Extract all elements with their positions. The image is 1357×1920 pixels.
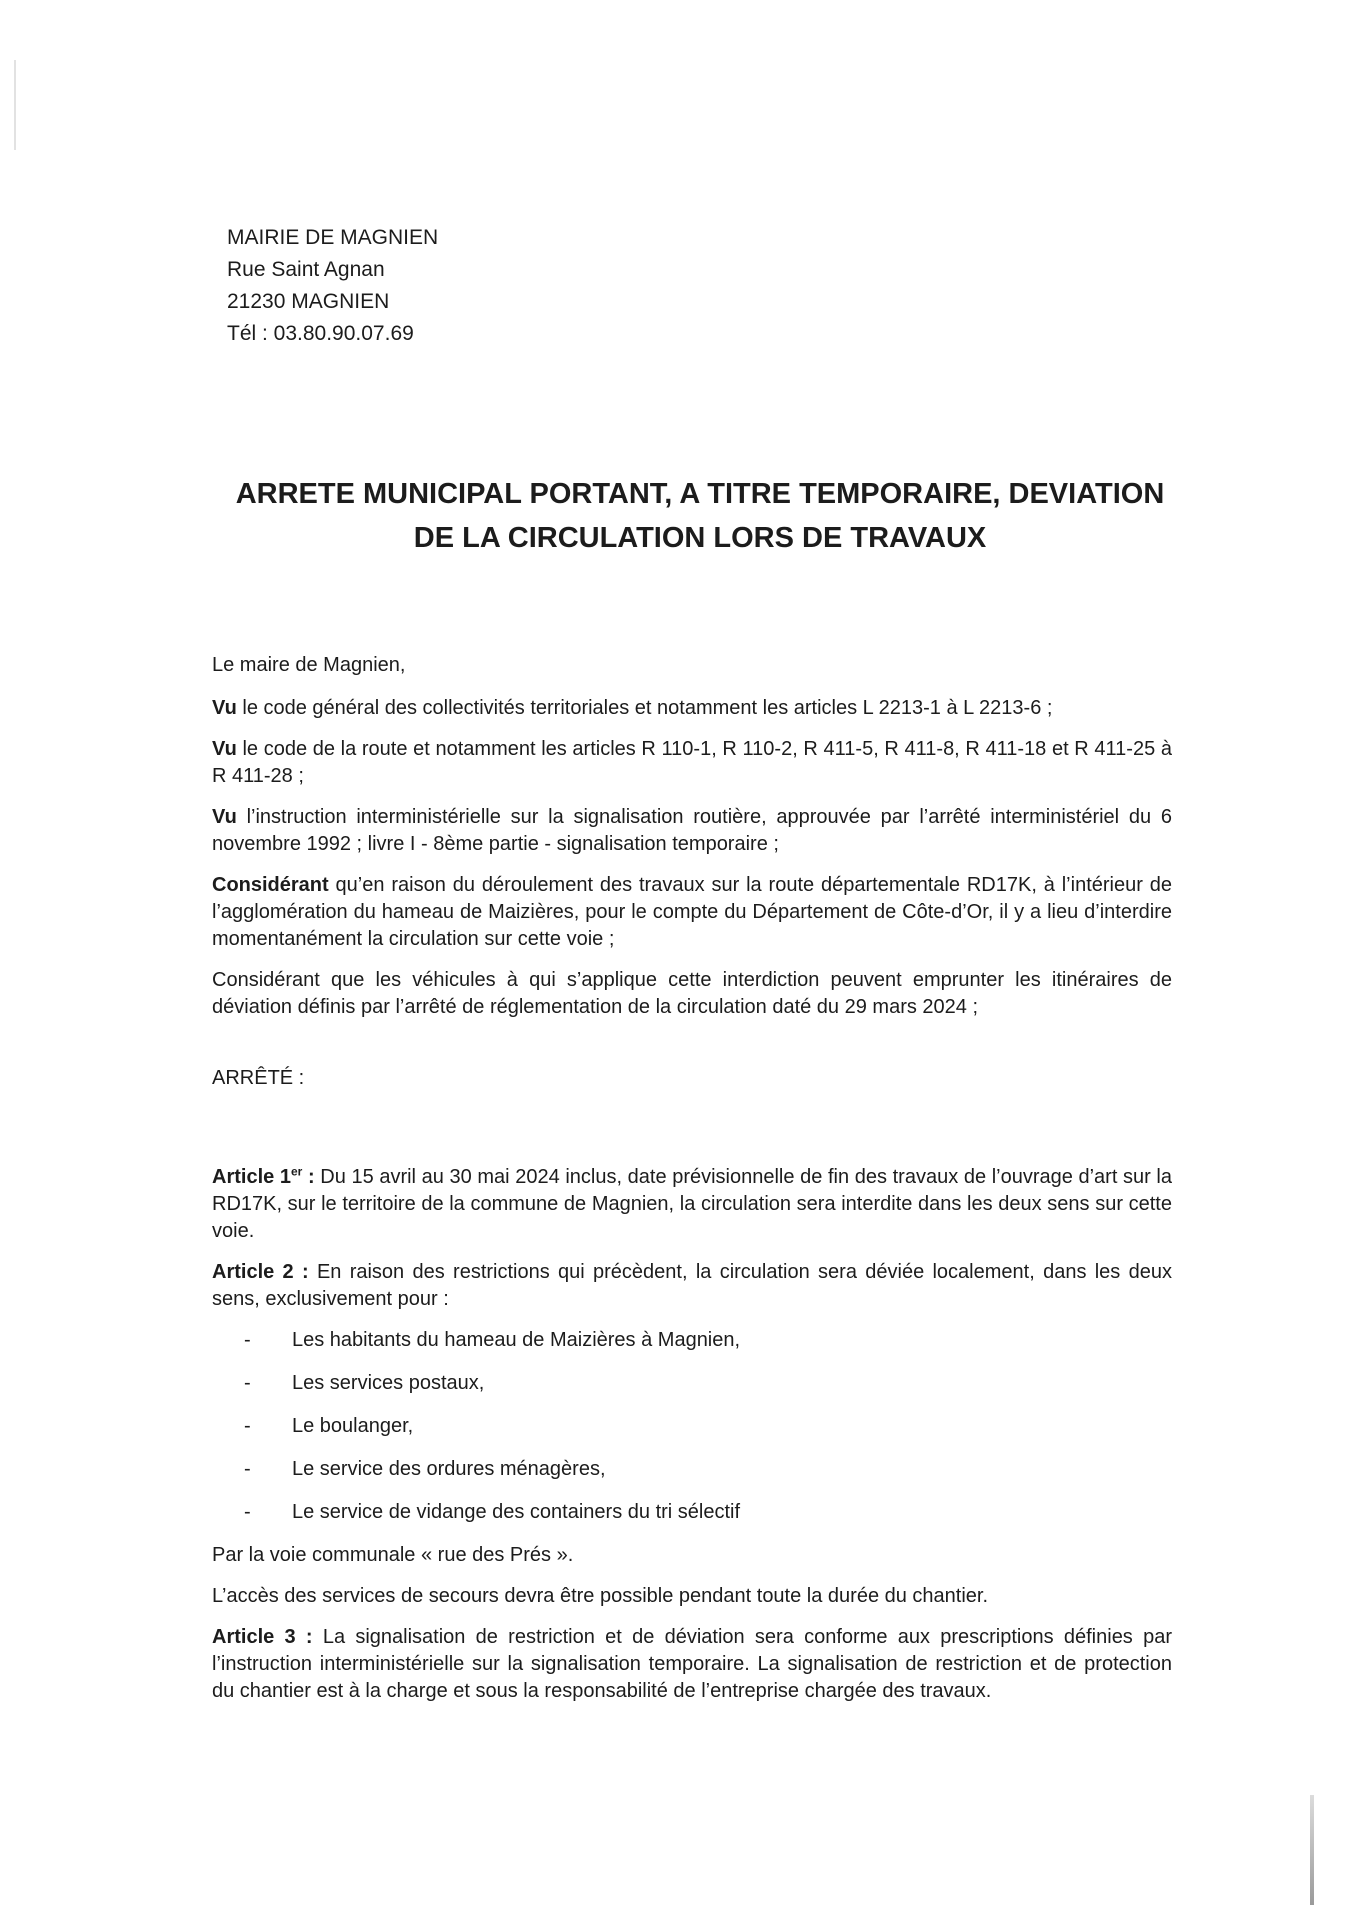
list-item — [244, 1370, 1172, 1397]
article-1 — [212, 1164, 1172, 1245]
address-line: Rue Saint Agnan — [227, 258, 385, 281]
vu-text: l’instruction interministérielle sur la signalisation routière, approuvée par l’arrêté interministériel du 6 novembre 1992 ; livre I - 8ème partie - signalisation temporaire ; — [212, 806, 1172, 855]
scan-edge-mark — [14, 60, 16, 150]
vu-paragraph — [212, 695, 1172, 722]
considerant-keyword: Considérant — [212, 874, 329, 896]
vu-text: le code général des collectivités territoriales et notamment les articles L 2213-1 à L 2213-6 ; — [236, 697, 1053, 719]
vu-keyword: Vu — [212, 697, 237, 719]
article-3-label: Article 3 : — [212, 1626, 313, 1648]
list-dash: - — [244, 1372, 251, 1394]
article-1-superscript: er — [291, 1164, 303, 1179]
vu-paragraph — [212, 804, 1172, 858]
list-dash: - — [244, 1415, 251, 1437]
article-1-label: Article 1 — [212, 1166, 291, 1188]
article-3 — [212, 1624, 1172, 1705]
beneficiaries-list — [212, 1327, 1172, 1526]
address-line: Tél : 03.80.90.07.69 — [227, 322, 414, 345]
list-dash: - — [244, 1329, 251, 1351]
article-2-label: Article 2 : — [212, 1261, 309, 1283]
document-body — [212, 652, 1172, 1719]
article-2 — [212, 1259, 1172, 1313]
title-line: ARRETE MUNICIPAL PORTANT, A TITRE TEMPORAIRE, DEVIATION — [235, 478, 1165, 510]
list-item — [244, 1413, 1172, 1440]
sender-address-block — [227, 222, 438, 350]
secours-paragraph: L’accès des services de secours devra être possible pendant toute la durée du chantier. — [212, 1585, 989, 1607]
list-item-text: Les habitants du hameau de Maizières à Magnien, — [292, 1329, 741, 1351]
considerant-paragraph — [212, 872, 1172, 953]
list-item — [244, 1327, 1172, 1354]
list-item-text: Le service de vidange des containers du tri sélectif — [292, 1501, 741, 1523]
vu-text: le code de la route et notamment les articles R 110-1, R 110-2, R 411-5, R 411-8, R 411-18 et R 411-25 à R 411-28 ; — [212, 738, 1172, 787]
list-dash: - — [244, 1458, 251, 1480]
vu-paragraph — [212, 736, 1172, 790]
article-1-text: Du 15 avril au 30 mai 2024 inclus, date prévisionnelle de fin des travaux de l’ouvrage d’art sur la RD17K, sur le territoire de la commune de Magnien, la circulation sera interdite dans les deux sens sur cette voie. — [212, 1166, 1173, 1242]
list-item — [244, 1499, 1172, 1526]
list-item-text: Le service des ordures ménagères, — [292, 1458, 606, 1480]
document-title — [180, 472, 1220, 560]
route-paragraph: Par la voie communale « rue des Prés ». — [212, 1544, 574, 1566]
list-item-text: Les services postaux, — [292, 1372, 485, 1394]
arrete-heading: ARRÊTÉ : — [212, 1067, 305, 1089]
scan-edge-mark — [1310, 1795, 1314, 1905]
list-item — [244, 1456, 1172, 1483]
list-dash: - — [244, 1501, 251, 1523]
address-line: MAIRIE DE MAGNIEN — [227, 226, 439, 249]
title-line: DE LA CIRCULATION LORS DE TRAVAUX — [413, 522, 987, 554]
article-2-text: En raison des restrictions qui précèdent, la circulation sera déviée localement, dans les deux sens, exclusivement pour : — [212, 1261, 1172, 1310]
article-3-text: La signalisation de restriction et de déviation sera conforme aux prescriptions définies par l’instruction interministérielle sur la signalisation temporaire. La signalisation de restriction et de protection du chantier est à la charge et sous la responsabilité de l’entreprise chargée des travaux. — [212, 1626, 1172, 1702]
considerant-paragraph: Considérant que les véhicules à qui s’applique cette interdiction peuvent emprunter les itinéraires de déviation définis par l’arrêté de réglementation de la circulation daté du 29 mars 2024 ; — [212, 969, 1172, 1018]
considerant-text: qu’en raison du déroulement des travaux sur la route départementale RD17K, à l’intérieur de l’agglomération du hameau de Maizières, pour le compte du Département de Côte-d’Or, il y a lieu d’interdire momentanément la circulation sur cette voie ; — [212, 874, 1172, 950]
address-line: 21230 MAGNIEN — [227, 290, 390, 313]
intro-line: Le maire de Magnien, — [212, 654, 406, 676]
vu-keyword: Vu — [212, 806, 237, 828]
vu-keyword: Vu — [212, 738, 237, 760]
article-1-colon: : — [302, 1166, 315, 1188]
list-item-text: Le boulanger, — [292, 1415, 414, 1437]
